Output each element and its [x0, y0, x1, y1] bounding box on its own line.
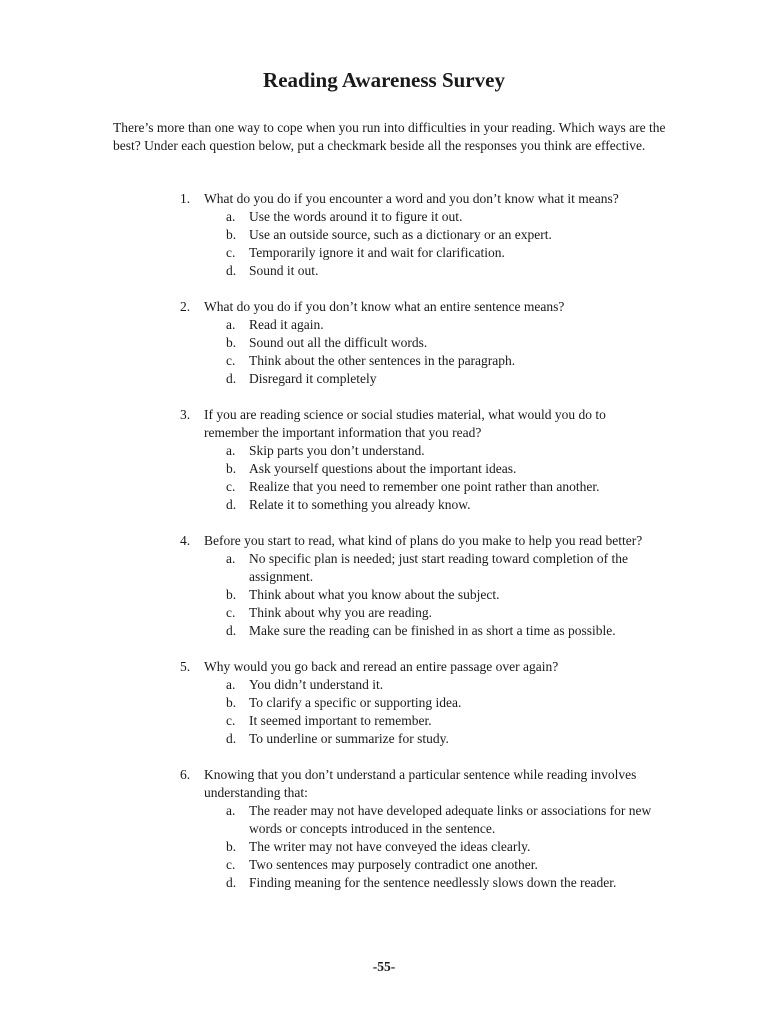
- question-item: [180, 190, 660, 280]
- option-letter: c.: [226, 245, 236, 260]
- option-list: [204, 316, 660, 388]
- option-letter: d.: [226, 497, 237, 512]
- question-text: Before you start to read, what kind of plans do you make to help you read better?: [204, 533, 643, 548]
- option-text: Think about the other sentences in the paragraph.: [249, 353, 516, 368]
- option-letter: a.: [226, 803, 236, 818]
- option-text: To clarify a specific or supporting idea.: [249, 695, 462, 710]
- option-letter: b.: [226, 461, 237, 476]
- question-number: 5.: [180, 659, 191, 674]
- option-letter: a.: [226, 677, 236, 692]
- option-text: It seemed important to remember.: [249, 713, 432, 728]
- option-text: Use the words around it to figure it out.: [249, 209, 463, 224]
- question-text: What do you do if you don’t know what an entire sentence means?: [204, 299, 565, 314]
- question-number: 6.: [180, 767, 191, 782]
- option-letter: c.: [226, 605, 236, 620]
- option-text: The reader may not have developed adequate links or associations for new words or concepts introduced in the sentence.: [249, 803, 652, 836]
- option-item: [226, 802, 660, 838]
- option-letter: d.: [226, 875, 237, 890]
- option-item: [226, 262, 660, 280]
- option-letter: a.: [226, 317, 236, 332]
- option-letter: a.: [226, 551, 236, 566]
- option-text: You didn’t understand it.: [249, 677, 384, 692]
- option-item: [226, 442, 660, 460]
- question-list: [180, 190, 660, 910]
- option-letter: d.: [226, 731, 237, 746]
- question-item: [180, 532, 660, 640]
- option-item: [226, 334, 660, 352]
- option-text: Disregard it completely: [249, 371, 377, 386]
- option-item: [226, 460, 660, 478]
- option-letter: c.: [226, 713, 236, 728]
- option-item: [226, 244, 660, 262]
- option-item: [226, 478, 660, 496]
- question-number: 2.: [180, 299, 191, 314]
- option-text: Two sentences may purposely contradict one another.: [249, 857, 538, 872]
- option-letter: c.: [226, 479, 236, 494]
- option-text: Finding meaning for the sentence needlessly slows down the reader.: [249, 875, 617, 890]
- option-list: [204, 802, 660, 892]
- option-list: [204, 550, 660, 640]
- option-item: [226, 712, 660, 730]
- option-text: The writer may not have conveyed the ideas clearly.: [249, 839, 531, 854]
- question-text: Why would you go back and reread an entire passage over again?: [204, 659, 559, 674]
- question-number: 4.: [180, 533, 191, 548]
- option-letter: a.: [226, 443, 236, 458]
- question-text: What do you do if you encounter a word and you don’t know what it means?: [204, 191, 619, 206]
- option-list: [204, 442, 660, 514]
- option-item: [226, 874, 660, 892]
- option-item: [226, 370, 660, 388]
- question-text: If you are reading science or social studies material, what would you do to remember the important information that you read?: [204, 407, 606, 440]
- option-text: Read it again.: [249, 317, 324, 332]
- question-item: [180, 298, 660, 388]
- option-letter: a.: [226, 209, 236, 224]
- option-text: Temporarily ignore it and wait for clarification.: [249, 245, 505, 260]
- option-list: [204, 208, 660, 280]
- question-text: Knowing that you don’t understand a particular sentence while reading involves understanding that:: [204, 767, 637, 800]
- question-item: [180, 406, 660, 514]
- option-letter: c.: [226, 353, 236, 368]
- option-item: [226, 694, 660, 712]
- option-letter: b.: [226, 695, 237, 710]
- question-number: 1.: [180, 191, 191, 206]
- option-text: Make sure the reading can be finished in as short a time as possible.: [249, 623, 616, 638]
- option-text: Relate it to something you already know.: [249, 497, 471, 512]
- option-text: Sound it out.: [249, 263, 319, 278]
- option-item: [226, 316, 660, 334]
- question-number: 3.: [180, 407, 191, 422]
- option-item: [226, 550, 660, 586]
- option-item: [226, 622, 660, 640]
- option-item: [226, 496, 660, 514]
- option-item: [226, 676, 660, 694]
- option-letter: b.: [226, 587, 237, 602]
- option-item: [226, 838, 660, 856]
- option-item: [226, 226, 660, 244]
- option-text: Skip parts you don’t understand.: [249, 443, 425, 458]
- intro-paragraph: There’s more than one way to cope when you run into difficulties in your reading. Which ways are the best? Under each question below, put a checkmark beside all the responses you think are effective.: [113, 120, 666, 153]
- page-title: Reading Awareness Survey: [263, 68, 505, 92]
- question-item: [180, 658, 660, 748]
- page-number: -55-: [372, 959, 396, 974]
- option-text: Think about why you are reading.: [249, 605, 432, 620]
- option-letter: b.: [226, 227, 237, 242]
- option-text: Ask yourself questions about the important ideas.: [249, 461, 517, 476]
- option-letter: d.: [226, 623, 237, 638]
- option-item: [226, 604, 660, 622]
- option-text: Think about what you know about the subject.: [249, 587, 500, 602]
- option-item: [226, 856, 660, 874]
- option-text: No specific plan is needed; just start reading toward completion of the assignment.: [249, 551, 629, 584]
- option-letter: c.: [226, 857, 236, 872]
- option-item: [226, 352, 660, 370]
- option-text: Use an outside source, such as a dictionary or an expert.: [249, 227, 552, 242]
- question-item: [180, 766, 660, 892]
- option-item: [226, 208, 660, 226]
- option-text: To underline or summarize for study.: [249, 731, 449, 746]
- option-letter: d.: [226, 263, 237, 278]
- option-letter: b.: [226, 335, 237, 350]
- option-text: Realize that you need to remember one point rather than another.: [249, 479, 600, 494]
- option-text: Sound out all the difficult words.: [249, 335, 428, 350]
- option-list: [204, 676, 660, 748]
- option-letter: b.: [226, 839, 237, 854]
- option-item: [226, 730, 660, 748]
- option-letter: d.: [226, 371, 237, 386]
- option-item: [226, 586, 660, 604]
